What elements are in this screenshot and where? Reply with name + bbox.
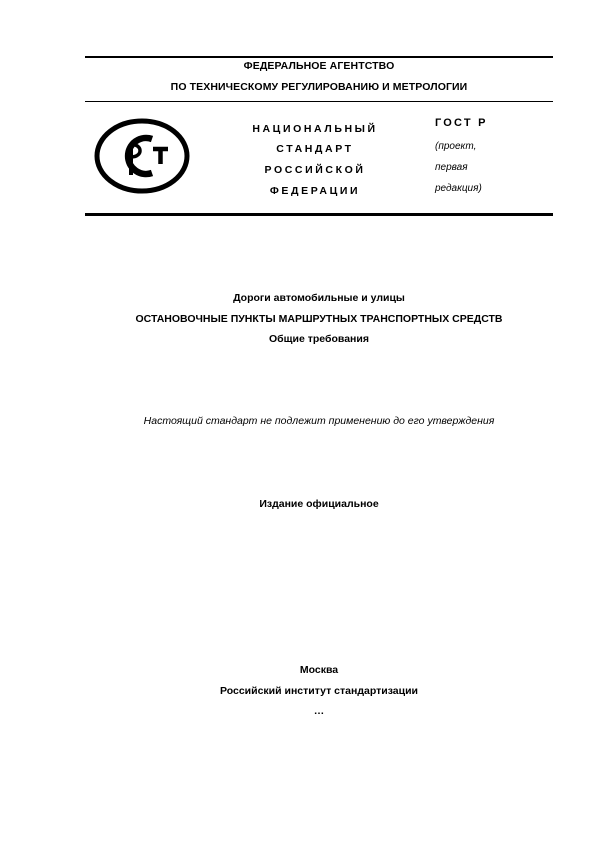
gost-code: ГОСТ Р — [435, 117, 488, 129]
standard-line-3: РОССИЙСКОЙ — [264, 164, 366, 176]
rst-certification-mark-icon — [94, 118, 190, 194]
agency-name-line-2: ПО ТЕХНИЧЕСКОМУ РЕГУЛИРОВАНИЮ И МЕТРОЛОГИИ — [170, 81, 468, 93]
standard-line-4: ФЕДЕРАЦИИ — [269, 185, 361, 197]
footer-publisher: Российский институт стандартизации — [219, 685, 419, 697]
standard-line-2: СТАНДАРТ — [276, 143, 354, 155]
header-divider — [85, 101, 553, 102]
disclaimer: Настоящий стандарт не подлежит применению до его утверждения — [143, 415, 495, 427]
footer-year: … — [313, 705, 325, 717]
standard-line-1: НАЦИОНАЛЬНЫЙ — [252, 123, 378, 135]
draft-note-line-1: (проект, — [435, 141, 477, 152]
agency-name-line-1: ФЕДЕРАЛЬНОЕ АГЕНТСТВО — [243, 60, 395, 72]
edition-label: Издание официальное — [259, 498, 379, 510]
footer-city: Москва — [299, 664, 339, 676]
title-line-2: ОСТАНОВОЧНЫЕ ПУНКТЫ МАРШРУТНЫХ ТРАНСПОРТНЫХ СРЕДСТВ — [135, 313, 503, 325]
title-line-1: Дороги автомобильные и улицы — [233, 292, 405, 304]
top-rule — [85, 56, 553, 58]
title-line-3: Общие требования — [269, 333, 369, 345]
header-bottom-rule — [85, 213, 553, 216]
draft-note-line-3: редакция) — [435, 183, 482, 194]
draft-note-line-2: первая — [435, 162, 468, 173]
